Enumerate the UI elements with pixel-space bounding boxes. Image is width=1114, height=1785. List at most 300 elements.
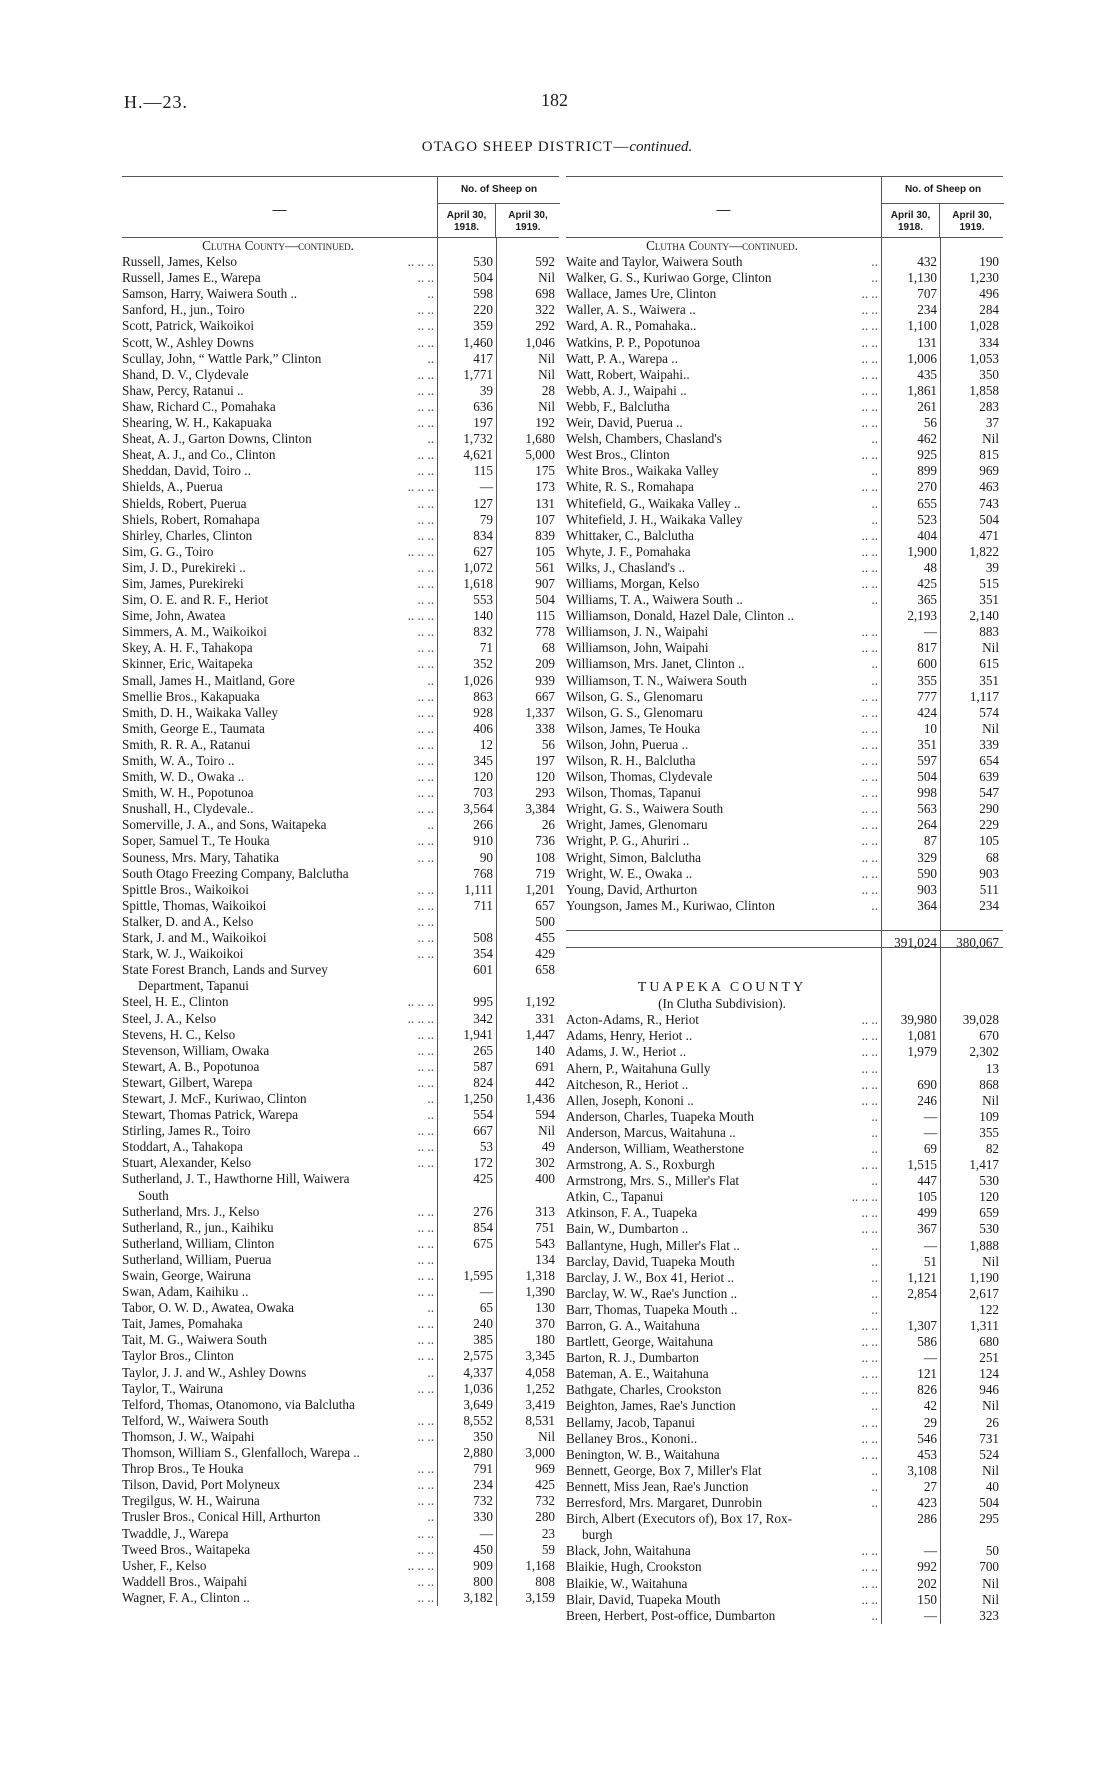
sheep-1918: 342	[473, 1010, 493, 1026]
table-row	[122, 254, 559, 270]
col-1918-header	[437, 204, 496, 237]
sheep-1918: 2,880	[463, 1445, 493, 1461]
leader-dots: .. ..	[417, 1219, 434, 1235]
sheep-1918: 10	[923, 720, 937, 736]
leader-dots: .. .. ..	[407, 479, 434, 495]
sheep-1918: 329	[917, 849, 937, 865]
sheep-1919: Nil	[982, 1092, 999, 1108]
sheep-1919: 500	[535, 913, 555, 929]
leader-dots: .. ..	[417, 1235, 434, 1251]
sheep-1919: 667	[535, 688, 555, 704]
owner-name: Sim, O. E. and R. F., Heriot	[122, 592, 269, 608]
sheep-1919: 370	[535, 1316, 555, 1332]
sheep-1918: 121	[917, 1366, 937, 1382]
table-row	[122, 1284, 559, 1300]
table-row	[566, 1221, 1003, 1237]
table-row	[566, 496, 1003, 512]
leader-dots: .. ..	[861, 769, 878, 785]
sheep-1919: 39	[985, 559, 999, 575]
owner-name: Wilson, John, Puerua ..	[566, 736, 689, 752]
sheep-1918: 120	[473, 769, 493, 785]
sheep-1918: 508	[473, 930, 493, 946]
owner-name: Wilson, James, Te Houka	[566, 720, 701, 736]
owner-name: South	[138, 1187, 169, 1203]
sheep-1919: 455	[535, 930, 555, 946]
sheep-1918: 8,552	[463, 1412, 493, 1428]
sheep-1918: 127	[473, 495, 493, 511]
sheep-1919: 496	[979, 286, 999, 302]
leader-dots: ..	[427, 1509, 434, 1525]
sheep-1918: 587	[473, 1058, 493, 1074]
owner-name: Shaw, Percy, Ratanui ..	[122, 382, 244, 398]
leader-dots: ..	[871, 270, 878, 286]
sheep-1918: 71	[479, 640, 493, 656]
table-row	[122, 656, 559, 672]
table-row	[566, 1173, 1003, 1189]
leader-dots: .. ..	[417, 688, 434, 704]
table-row	[122, 286, 559, 302]
sheep-1918: 1,250	[463, 1090, 493, 1106]
table-row	[122, 351, 559, 367]
owner-name: Stoddart, A., Tahakopa	[122, 1139, 243, 1155]
table-row	[122, 608, 559, 624]
owner-name: Atkin, C., Tapanui	[566, 1189, 664, 1205]
sheep-1919: 120	[979, 1189, 999, 1205]
sheep-1919: 592	[535, 254, 555, 270]
sheep-1918: —	[923, 624, 937, 640]
table-row	[122, 1493, 559, 1509]
owner-name: Bellaney Bros., Kononi..	[566, 1430, 698, 1446]
sheep-1919: Nil	[982, 1462, 999, 1478]
leader-dots: .. ..	[861, 1044, 878, 1060]
sheep-1918: 286	[917, 1511, 937, 1527]
table-row	[122, 1477, 559, 1493]
table-row	[122, 1381, 559, 1397]
leader-dots: .. ..	[417, 1268, 434, 1283]
owner-name: Wright, G. S., Waiwera South	[566, 801, 724, 817]
sheep-1919: 657	[535, 897, 555, 913]
sheep-1919: 1,046	[525, 334, 555, 350]
sheep-1919: 615	[979, 656, 999, 672]
table-row	[122, 769, 559, 785]
sheep-1919: 28	[541, 382, 555, 398]
table-row	[122, 335, 559, 351]
leader-dots: .. ..	[417, 801, 434, 817]
table-row	[566, 898, 1003, 914]
sheep-1918: 777	[917, 688, 937, 704]
table-row	[122, 1075, 559, 1091]
leader-dots: .. ..	[861, 382, 878, 398]
table-row	[566, 1141, 1003, 1157]
sheep-1918: 2,193	[907, 608, 937, 624]
sheep-1919: 131	[535, 495, 555, 511]
sheep-1919: 4,058	[525, 1364, 555, 1380]
owner-name: West Bros., Clinton	[566, 447, 670, 463]
sheep-1918: 12	[479, 736, 493, 752]
owner-name: Watkins, P. P., Popotunoa	[566, 334, 701, 350]
owner-name: Sheat, A. J., Garton Downs, Clinton	[122, 431, 312, 447]
col-1918-line1: April 30,	[890, 210, 931, 221]
sheep-1918: 1,460	[463, 334, 493, 350]
sheep-1919: 400	[535, 1171, 555, 1187]
table-row	[122, 850, 559, 866]
owner-name: Scott, Patrick, Waikoikoi	[122, 318, 255, 334]
sheep-1918: 39,980	[900, 1012, 937, 1028]
leader-dots: .. ..	[861, 334, 878, 350]
sheep-1918: 39	[479, 382, 493, 398]
owner-name: Bathgate, Charles, Crookston	[566, 1382, 722, 1398]
owner-name: Barton, R. J., Dumbarton	[566, 1350, 699, 1366]
sheep-1918: 1,081	[907, 1028, 937, 1044]
table-row	[566, 383, 1003, 399]
leader-dots: .. ..	[417, 1525, 434, 1541]
sheep-1918: 435	[917, 366, 937, 382]
leader-dots: .. .. ..	[407, 994, 434, 1010]
sheep-1918: 1,026	[463, 672, 493, 688]
sheep-1919: 442	[535, 1074, 555, 1090]
sheep-1919: 338	[535, 720, 555, 736]
leader-dots: .. ..	[417, 849, 434, 865]
owner-name: Williamson, Donald, Hazel Dale, Clinton ..	[566, 608, 795, 624]
owner-name: Whitefield, J. H., Waikaka Valley	[566, 511, 743, 527]
leader-dots: .. ..	[417, 1332, 434, 1348]
table-row	[122, 463, 559, 479]
leader-dots: ..	[871, 1124, 878, 1140]
table-row	[122, 1461, 559, 1477]
table-row	[566, 399, 1003, 415]
sheep-1918: 65	[479, 1300, 493, 1316]
sheep-1919: 302	[535, 1155, 555, 1171]
leader-dots: .. ..	[417, 785, 434, 801]
sheep-1918: 854	[473, 1219, 493, 1235]
sheep-1919: 105	[535, 543, 555, 559]
leader-dots: .. ..	[861, 1575, 878, 1591]
leader-dots: ..	[871, 511, 878, 527]
leader-dots: ..	[427, 817, 434, 833]
owner-name: Watt, P. A., Warepa ..	[566, 350, 678, 366]
owner-name: Shearing, W. H., Kakapuaka	[122, 415, 272, 431]
leader-dots: ..	[871, 463, 878, 479]
leader-dots: .. ..	[417, 1380, 434, 1396]
sheep-1919: 1,390	[525, 1284, 555, 1300]
leader-dots: ..	[871, 1607, 878, 1623]
sheep-1918: 48	[923, 559, 937, 575]
owner-name: Taylor, J. J. and W., Ashley Downs	[122, 1364, 307, 1380]
table-row	[566, 1238, 1003, 1254]
leader-dots: .. ..	[861, 704, 878, 720]
sheep-1919: 594	[535, 1107, 555, 1123]
table-row	[122, 833, 559, 849]
leader-dots: .. ..	[417, 897, 434, 913]
owner-name: Beighton, James, Rae's Junction	[566, 1398, 736, 1414]
sheep-1918: 220	[473, 302, 493, 318]
owner-name: Young, David, Arthurton	[566, 881, 698, 897]
sheep-1919: 284	[979, 302, 999, 318]
owner-name: Taylor Bros., Clinton	[122, 1348, 234, 1364]
leader-dots: .. ..	[417, 1026, 434, 1042]
leader-dots: .. ..	[861, 688, 878, 704]
owner-name: Stewart, A. B., Popotunoa	[122, 1058, 260, 1074]
owner-name: Shand, D. V., Clydevale	[122, 366, 249, 382]
sheep-1918: 29	[923, 1414, 937, 1430]
table-row	[122, 1542, 559, 1558]
sheep-1919: 1,822	[969, 543, 999, 559]
sheep-1919: 719	[535, 865, 555, 881]
leader-dots: .. ..	[861, 1205, 878, 1221]
sheep-1918: 1,771	[463, 366, 493, 382]
owner-name: Shaw, Richard C., Pomahaka	[122, 398, 276, 414]
owner-name: Smith, W. D., Owaka ..	[122, 769, 245, 785]
section-heading	[566, 996, 1003, 1012]
owner-name: Whitefield, G., Waikaka Valley ..	[566, 495, 741, 511]
table-row	[566, 1608, 1003, 1624]
leader-dots: .. ..	[417, 382, 434, 398]
sheep-1919: Nil	[538, 366, 555, 382]
leader-dots: .. ..	[861, 1414, 878, 1430]
page-number: 182	[541, 90, 568, 110]
table-row	[122, 640, 559, 656]
owner-name: South Otago Freezing Company, Balclutha	[122, 865, 349, 881]
owner-name: Wilson, Thomas, Clydevale	[566, 769, 713, 785]
sheep-1918: 1,618	[463, 575, 493, 591]
sheep-1918: 172	[473, 1155, 493, 1171]
leader-dots: .. ..	[861, 447, 878, 463]
sheep-1918: 1,130	[907, 270, 937, 286]
sheep-1919: 130	[535, 1300, 555, 1316]
owner-name: Clutha County—continued.	[646, 238, 798, 253]
sheep-1918: 910	[473, 833, 493, 849]
sheep-1918: 391,024	[894, 934, 937, 950]
sheep-1918: 197	[473, 415, 493, 431]
sheep-1919: 290	[979, 801, 999, 817]
leader-dots: .. ..	[861, 849, 878, 865]
col-1918-line1: April 30,	[446, 210, 487, 221]
sheep-1919: 140	[535, 1042, 555, 1058]
sheep-1918: 79	[479, 511, 493, 527]
owner-name: Department, Tapanui	[138, 978, 249, 994]
table-row	[122, 978, 559, 994]
sheep-1919: 40	[985, 1478, 999, 1494]
section-heading	[566, 238, 1003, 254]
table-row	[566, 286, 1003, 302]
owner-name: Shields, Robert, Puerua	[122, 495, 247, 511]
sheep-1918: —	[479, 479, 493, 495]
sheep-1918: —	[923, 1237, 937, 1253]
sheep-1919: 3,384	[525, 801, 555, 817]
owner-name: Atkinson, F. A., Tuapeka	[566, 1205, 698, 1221]
table-row	[122, 817, 559, 833]
sheep-1919: 234	[979, 897, 999, 913]
owner-name: Birch, Albert (Executors of), Box 17, Rox-	[566, 1511, 792, 1527]
table-row	[566, 1592, 1003, 1608]
table-row	[566, 1398, 1003, 1414]
table-row	[122, 673, 559, 689]
sheep-1919: 736	[535, 833, 555, 849]
sheep-1918: —	[923, 1124, 937, 1140]
owner-name: Tabor, O. W. D., Awatea, Owaka	[122, 1300, 295, 1316]
table-row	[566, 1270, 1003, 1286]
section-heading	[122, 238, 559, 254]
sheep-1919: 313	[535, 1203, 555, 1219]
sheep-1919: 504	[979, 511, 999, 527]
leader-dots: ..	[871, 431, 878, 447]
leader-dots: .. ..	[861, 1559, 878, 1575]
owner-name: Blaikie, Hugh, Crookston	[566, 1559, 702, 1575]
sheep-1918: 791	[473, 1461, 493, 1477]
table-row	[566, 1028, 1003, 1044]
leader-dots: .. ..	[417, 1461, 434, 1477]
sheep-1918: 675	[473, 1235, 493, 1251]
title-continued: continued.	[629, 139, 693, 155]
sheep-1918: 270	[917, 479, 937, 495]
owner-name: Smith, R. R. A., Ratanui	[122, 736, 251, 752]
leader-dots: .. ..	[861, 1334, 878, 1350]
sheep-1919: 969	[979, 463, 999, 479]
sheep-1919: 969	[535, 1461, 555, 1477]
sheep-1918: 4,337	[463, 1364, 493, 1380]
table-row	[122, 496, 559, 512]
sheep-1918: 424	[917, 704, 937, 720]
sheep-1918: 69	[923, 1140, 937, 1156]
sheep-1919: 700	[979, 1559, 999, 1575]
leader-dots: .. ..	[417, 415, 434, 431]
leader-dots: .. ..	[417, 1074, 434, 1090]
left-table-header	[122, 176, 559, 238]
sheep-1918: 3,108	[907, 1462, 937, 1478]
owner-name: Tweed Bros., Waitapeka	[122, 1541, 251, 1557]
owner-name: Sanford, H., jun., Toiro	[122, 302, 245, 318]
owner-name: Stewart, J. McF., Kuriwao, Clinton	[122, 1090, 307, 1106]
sheep-1918: 355	[917, 672, 937, 688]
owner-name: Sutherland, William, Puerua	[122, 1251, 272, 1267]
table-row	[566, 1189, 1003, 1205]
sheep-1919: 56	[541, 736, 555, 752]
leader-dots: .. ..	[861, 1012, 878, 1028]
table-row	[566, 817, 1003, 833]
sheep-1918: 768	[473, 865, 493, 881]
owner-name: Twaddle, J., Warepa	[122, 1525, 229, 1541]
table-row	[566, 866, 1003, 882]
sheep-1919: 280	[535, 1509, 555, 1525]
sheep-1918: 707	[917, 286, 937, 302]
table-row	[566, 1334, 1003, 1350]
leader-dots: ..	[871, 254, 878, 270]
table-row	[566, 544, 1003, 560]
sheep-1918: 732	[473, 1493, 493, 1509]
owner-name: Armstrong, A. S., Roxburgh	[566, 1157, 715, 1173]
owner-name: Anderson, Charles, Tuapeka Mouth	[566, 1108, 754, 1124]
table-row	[566, 479, 1003, 495]
col-1919-line1: April 30,	[952, 210, 992, 221]
leader-dots: .. ..	[861, 1543, 878, 1559]
leader-dots: ..	[871, 1237, 878, 1253]
sheep-1918: 667	[473, 1123, 493, 1139]
table-row	[122, 1220, 559, 1236]
table-row	[122, 1445, 559, 1461]
table-row	[122, 1139, 559, 1155]
col-1919-header	[497, 204, 559, 237]
sheep-1919: 1,028	[969, 318, 999, 334]
table-row	[122, 914, 559, 930]
owner-name: Waller, A. S., Waiwera ..	[566, 302, 696, 318]
table-row	[566, 1576, 1003, 1592]
owner-name: Swan, Adam, Kaihiku ..	[122, 1284, 249, 1300]
sheep-1919: 680	[979, 1334, 999, 1350]
sheep-1919: 524	[979, 1446, 999, 1462]
leader-dots: .. ..	[417, 1477, 434, 1493]
table-row	[122, 1316, 559, 1332]
table-row	[566, 608, 1003, 624]
table-row	[566, 640, 1003, 656]
sheep-1918: 530	[473, 254, 493, 270]
sheep-1919: 59	[541, 1541, 555, 1557]
sheep-1919: 907	[535, 575, 555, 591]
table-row	[566, 1447, 1003, 1463]
sheep-1918: 1,036	[463, 1380, 493, 1396]
leader-dots: .. .. ..	[851, 1189, 878, 1205]
owner-name: Bellamy, Jacob, Tapanui	[566, 1414, 696, 1430]
table-row	[122, 1123, 559, 1139]
leader-dots: .. ..	[861, 753, 878, 768]
leader-dots: .. ..	[417, 704, 434, 720]
owner-name: Stevenson, William, Owaka	[122, 1042, 270, 1058]
sheep-1919: 868	[979, 1076, 999, 1092]
table-row	[566, 1463, 1003, 1479]
sheep-1919: 108	[535, 849, 555, 865]
table-row	[566, 270, 1003, 286]
leader-dots: .. ..	[861, 881, 878, 897]
sheep-1919: 229	[979, 817, 999, 833]
leader-dots: .. ..	[861, 543, 878, 559]
table-row	[122, 898, 559, 914]
row-spacer	[566, 964, 1003, 980]
sheep-1919: 511	[979, 881, 999, 897]
sheep-1918: 354	[473, 946, 493, 962]
table-row	[566, 1318, 1003, 1334]
sheep-1918: 817	[917, 640, 937, 656]
table-row	[566, 785, 1003, 801]
sheep-1919: 50	[985, 1543, 999, 1559]
table-row	[566, 1350, 1003, 1366]
table-row	[122, 1091, 559, 1107]
leader-dots: .. ..	[861, 575, 878, 591]
sheep-1919: Nil	[982, 1398, 999, 1414]
sheep-1919: 124	[979, 1366, 999, 1382]
sheep-1918: —	[923, 1543, 937, 1559]
owner-name: Whittaker, C., Balclutha	[566, 527, 695, 543]
sheep-1918: 598	[473, 286, 493, 302]
owner-name: Acton-Adams, R., Heriot	[566, 1012, 699, 1028]
owner-name: Blair, David, Tuapeka Mouth	[566, 1591, 721, 1607]
sheep-1918: 523	[917, 511, 937, 527]
sheep-1919: 23	[541, 1525, 555, 1541]
leader-dots: .. ..	[861, 736, 878, 752]
sheep-1918: 406	[473, 720, 493, 736]
table-row	[122, 399, 559, 415]
sheep-1919: 350	[979, 366, 999, 382]
sheep-1919: 293	[535, 785, 555, 801]
sheep-1919: 351	[979, 672, 999, 688]
table-row	[122, 1574, 559, 1590]
sheep-1918: 554	[473, 1107, 493, 1123]
owner-name: Adams, Henry, Heriot ..	[566, 1028, 693, 1044]
row-spacer	[566, 948, 1003, 964]
sheep-1918: 1,111	[464, 881, 493, 897]
leader-dots: .. ..	[417, 1316, 434, 1332]
leader-dots: .. ..	[861, 1366, 878, 1382]
sheep-1919: 3,159	[525, 1589, 555, 1605]
sheep-1918: 150	[917, 1591, 937, 1607]
